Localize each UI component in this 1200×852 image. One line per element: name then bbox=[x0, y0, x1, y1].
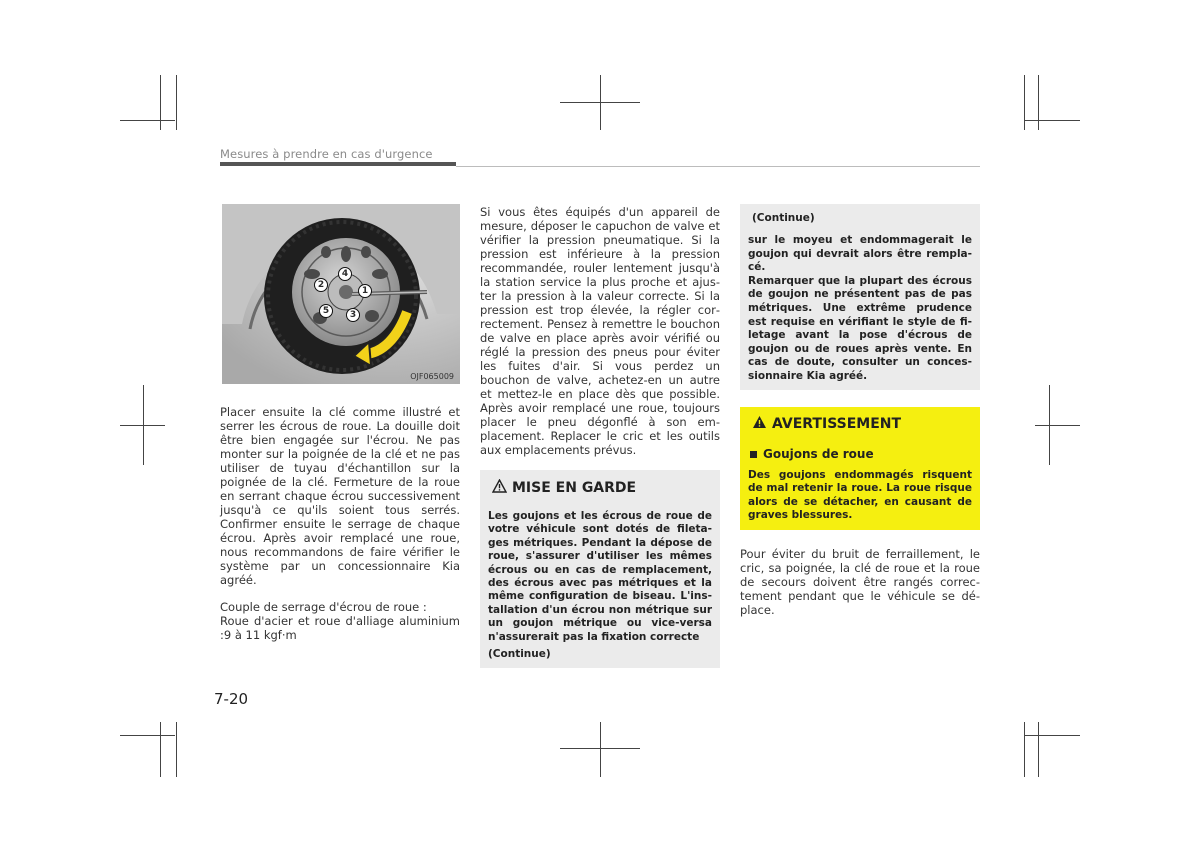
crop-mark bbox=[176, 75, 177, 130]
wheel-figure bbox=[222, 204, 460, 384]
continued-p2: Remarquer que la plupart des écrous de goujon ne présentent pas de pas métriques. Une extrême prudence est requise en vérifiant le style de filetage avant la pose d'écrous de goujon ou de roues après vente. En cas de doute, consulter un concessionnaire Kia agréé. bbox=[748, 274, 972, 382]
continued-caution-box bbox=[740, 204, 980, 390]
callout-4: 4 bbox=[338, 267, 352, 281]
column1-paragraph: Placer ensuite la clé comme illustré et serrer les écrous de roue. La douille doit être bien engagée sur l'écrou. Ne pas monter sur la poignée de la clé et ne pas utiliser de tuyau d'échantillon sur la poignée de la clé. Fermeture de la roue en serrant chaque écrou successivement jusqu'à ce qu'ils soient tous serrés. Confirmer ensuite le serrage de chaque écrou. Après avoir remplacé une roue, nous recommandons de faire vérifier le système par un concessionnaire Kia agréé. bbox=[220, 405, 460, 587]
warning-triangle-icon bbox=[492, 479, 507, 497]
crop-mark bbox=[1024, 722, 1025, 777]
crop-mark bbox=[1025, 735, 1080, 736]
warning-heading bbox=[752, 415, 901, 433]
crop-mark bbox=[1024, 75, 1025, 130]
crop-mark bbox=[1049, 385, 1050, 465]
caution-heading bbox=[492, 479, 636, 497]
crop-mark bbox=[1025, 120, 1080, 121]
crop-mark bbox=[120, 120, 175, 121]
continued-head: (Continue) bbox=[752, 212, 815, 224]
wheel-illustration bbox=[222, 204, 460, 384]
callout-3: 3 bbox=[346, 308, 360, 322]
callout-1: 1 bbox=[358, 284, 372, 298]
caution-text bbox=[488, 510, 712, 661]
crop-mark bbox=[1035, 425, 1080, 426]
crop-mark bbox=[160, 75, 161, 130]
torque-spec bbox=[220, 600, 460, 642]
hub-center bbox=[339, 285, 353, 299]
page-number: 7-20 bbox=[214, 690, 249, 708]
warning-triangle-icon bbox=[752, 415, 767, 433]
callout-5: 5 bbox=[319, 304, 333, 318]
bullet-square-icon bbox=[750, 451, 757, 458]
caution-title: MISE EN GARDE bbox=[512, 480, 637, 496]
caution-body: Les goujons et les écrous de roue de votre véhicule sont dotés de filetages métriques. Pendant la dépose de roue, s'assurer d'utiliser les mêmes écrous ou en cas de remplacement, des écrous avec pas métriques et la même configuration de biseau. L'installation d'un écrou non métrique sur un goujon métrique ou vice-versa n'assurerait pas la fixation correcte bbox=[488, 510, 712, 643]
crop-mark bbox=[143, 385, 144, 465]
warning-subheading bbox=[750, 447, 874, 461]
torque-heading: Couple de serrage d'écrou de roue : bbox=[220, 600, 427, 614]
callout-2: 2 bbox=[314, 278, 328, 292]
figure-code: OJF065009 bbox=[410, 372, 454, 381]
crop-mark bbox=[600, 75, 601, 130]
column2-paragraph: Si vous êtes équipés d'un appareil de mesure, déposer le capuchon de valve et vérifier la pression pneumatique. Si la pression est inférieure à la pression recommandée, rouler lentement jusqu'à la station service la plus proche et ajuster la pression à la valeur correcte. Si la pression est trop élevée, la régler correctement. Pensez à remettre le bouchon de valve en place après avoir vérifié ou réglé la pression des pneus pour éviter les fuites d'air. Si vous perdez un bouchon de valve, achetez-en un autre et mettez-le en place dès que possible. Après avoir remplacé une roue, toujours placer le pneu dégonflé à son emplacement. Replacer le cric et les outils aux emplacements prévus. bbox=[480, 205, 720, 457]
section-title: Mesures à prendre en cas d'urgence bbox=[220, 147, 433, 161]
crop-mark bbox=[600, 722, 601, 777]
crop-mark bbox=[1038, 75, 1039, 130]
warning-box bbox=[740, 407, 980, 530]
warning-title: AVERTISSEMENT bbox=[772, 416, 902, 432]
continued-p1: sur le moyeu et endommagerait le goujon qui devrait alors être remplacé. bbox=[748, 234, 972, 274]
crop-mark bbox=[160, 722, 161, 777]
warning-body: Des goujons endommagés risquent de mal retenir la roue. La roue risque alors de se détacher, en causant de graves blessures. bbox=[748, 469, 972, 522]
header-rule bbox=[456, 166, 980, 167]
caution-continue: (Continue) bbox=[488, 648, 551, 661]
continued-text bbox=[748, 234, 972, 384]
crop-mark bbox=[176, 722, 177, 777]
warning-subtitle: Goujons de roue bbox=[763, 447, 874, 461]
crop-mark bbox=[1038, 722, 1039, 777]
caution-box bbox=[480, 470, 720, 668]
torque-value: Roue d'acier et roue d'alliage aluminium :9 à 11 kgf·m bbox=[220, 614, 460, 642]
column3-paragraph: Pour éviter du bruit de ferraillement, le cric, sa poignée, la clé de roue et la roue de secours doivent être rangés correctement pendant que le véhicule se déplace. bbox=[740, 547, 980, 617]
crop-mark bbox=[120, 735, 175, 736]
header-bar bbox=[220, 162, 456, 166]
